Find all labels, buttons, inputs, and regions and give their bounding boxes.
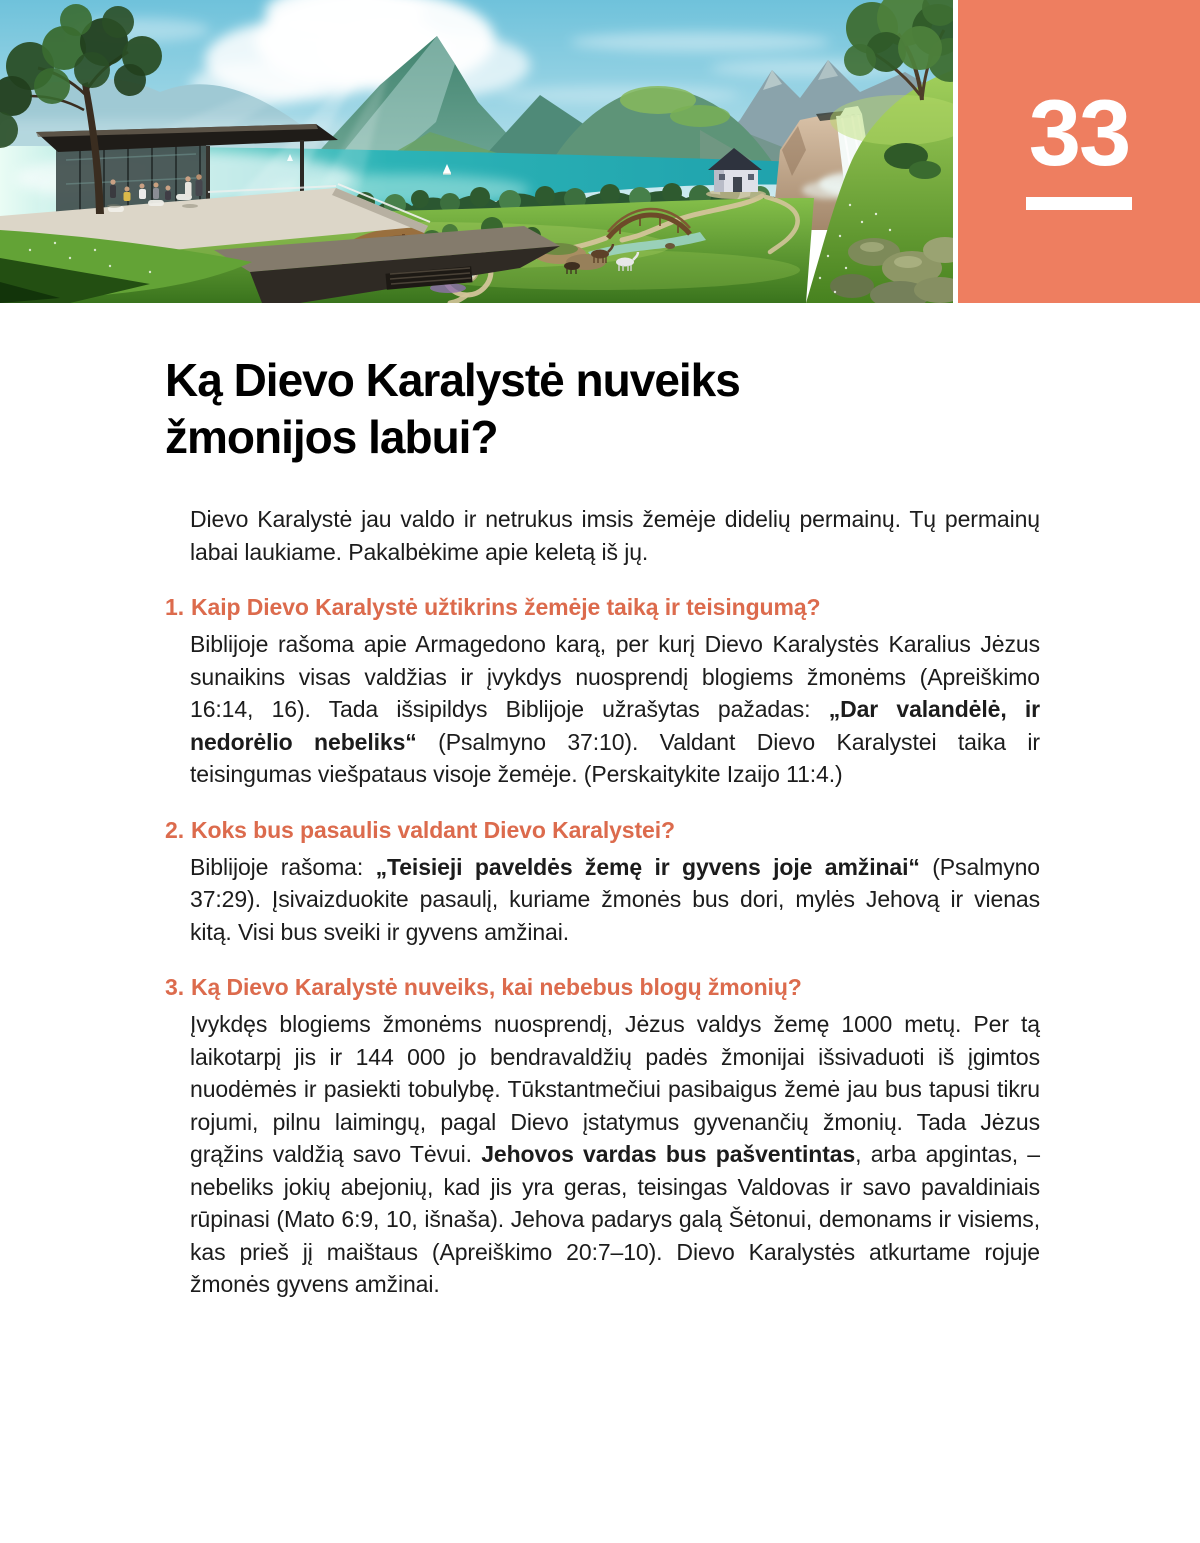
paragraph-text: Įvykdęs blogiems žmonėms nuosprendį, Jėzus valdys žemę 1000 metų. Per tą laikotarpį jis ir 144 000 jo bendravaldžių padės žmonijai išsivaduoti iš įgimtos nuodėmės ir pasiekti tobulybę. Tūkstantmečiui pasibaigus žemė jau bus tapusi tikru rojumi, pilnu laimingų, pagal Dievo įstatymus gyvenančių žmonių. Tada Jėzus grąžins valdžią savo Tėvui. [190, 1011, 1040, 1167]
paragraph-text: , arba apgintas, – nebeliks jokių abejonių, kad jis yra geras, teisingas Valdovas ir savo pavaldiniais rūpinasi (Mato 6:9, 10, išnaša). Jehova padarys galą Šėtonui, demonams ir visiems, kas prieš jį maištaus (Apreiškimo 20:7–10). Dievo Karalystės atkurtame rojuje žmonės gyvens amžinai. [190, 1141, 1041, 1297]
paradise-landscape-illustration [0, 0, 953, 303]
question-number: 3. [165, 974, 184, 1000]
chapter-badge [958, 0, 1200, 303]
paragraph [190, 1008, 1040, 1301]
bold-quote: Jehovos vardas bus pašventintas [481, 1141, 856, 1167]
intro-paragraph: Dievo Karalystė jau valdo ir netrukus imsis žemėje didelių permainų. Tų permainų labai laukiame. Pakalbėkime apie keletą iš jų. [190, 506, 1040, 565]
paragraph-text: (Psalmyno 37:10). Valdant Dievo Karalystei taika ir teisingumas viešpataus visoje žemėje. (Perskaitykite Izaijo 11:4.) [190, 728, 1040, 787]
chapter-underline [1026, 197, 1132, 210]
question-text: Kaip Dievo Karalystė užtikrins žemėje taiką ir teisingumą? [191, 594, 821, 620]
sections [165, 591, 1040, 1301]
lesson-section [165, 971, 1040, 1301]
lesson-section [165, 591, 1040, 791]
paragraph-text: Biblijoje rašoma: [190, 853, 376, 880]
chapter-number: 33 [1028, 80, 1130, 185]
page-title: Ką Dievo Karalystė nuveiks žmonijos labui? [165, 354, 740, 463]
lesson-content [165, 352, 1040, 1301]
header-photo [0, 0, 953, 303]
paragraph [190, 628, 1040, 791]
paragraph-text: Biblijoje rašoma apie Armagedono karą, per kurį Dievo Karalystės Karalius Jėzus sunaikins visas valdžias ir įvykdys nuosprendį blogiems žmonėms (Apreiškimo 16:14, 16). Tada išsipildys Biblijoje užrašytas pažadas: [190, 631, 1040, 722]
question-number: 1. [165, 594, 184, 620]
paragraph-text: (Psalmyno 37:29). Įsivaizduokite pasaulį, kuriame žmonės bus dori, mylės Jehovą ir vienas kitą. Visi bus sveiki ir gyvens amžinai. [190, 853, 1040, 945]
paragraph [190, 851, 1040, 949]
bold-quote: „Teisieji paveldės žemę ir gyvens joje amžinai“ [375, 853, 920, 880]
question-text: Ką Dievo Karalystė nuveiks, kai nebebus blogų žmonių? [191, 974, 802, 1000]
question-heading [165, 814, 1040, 846]
question-heading [165, 971, 1040, 1003]
lesson-section [165, 814, 1040, 949]
bold-quote: „Dar valandėlė, ir nedorėlio nebeliks“ [190, 696, 1040, 755]
question-text: Koks bus pasaulis valdant Dievo Karalystei? [191, 816, 675, 843]
question-heading [165, 591, 1040, 623]
question-number: 2. [165, 816, 184, 843]
